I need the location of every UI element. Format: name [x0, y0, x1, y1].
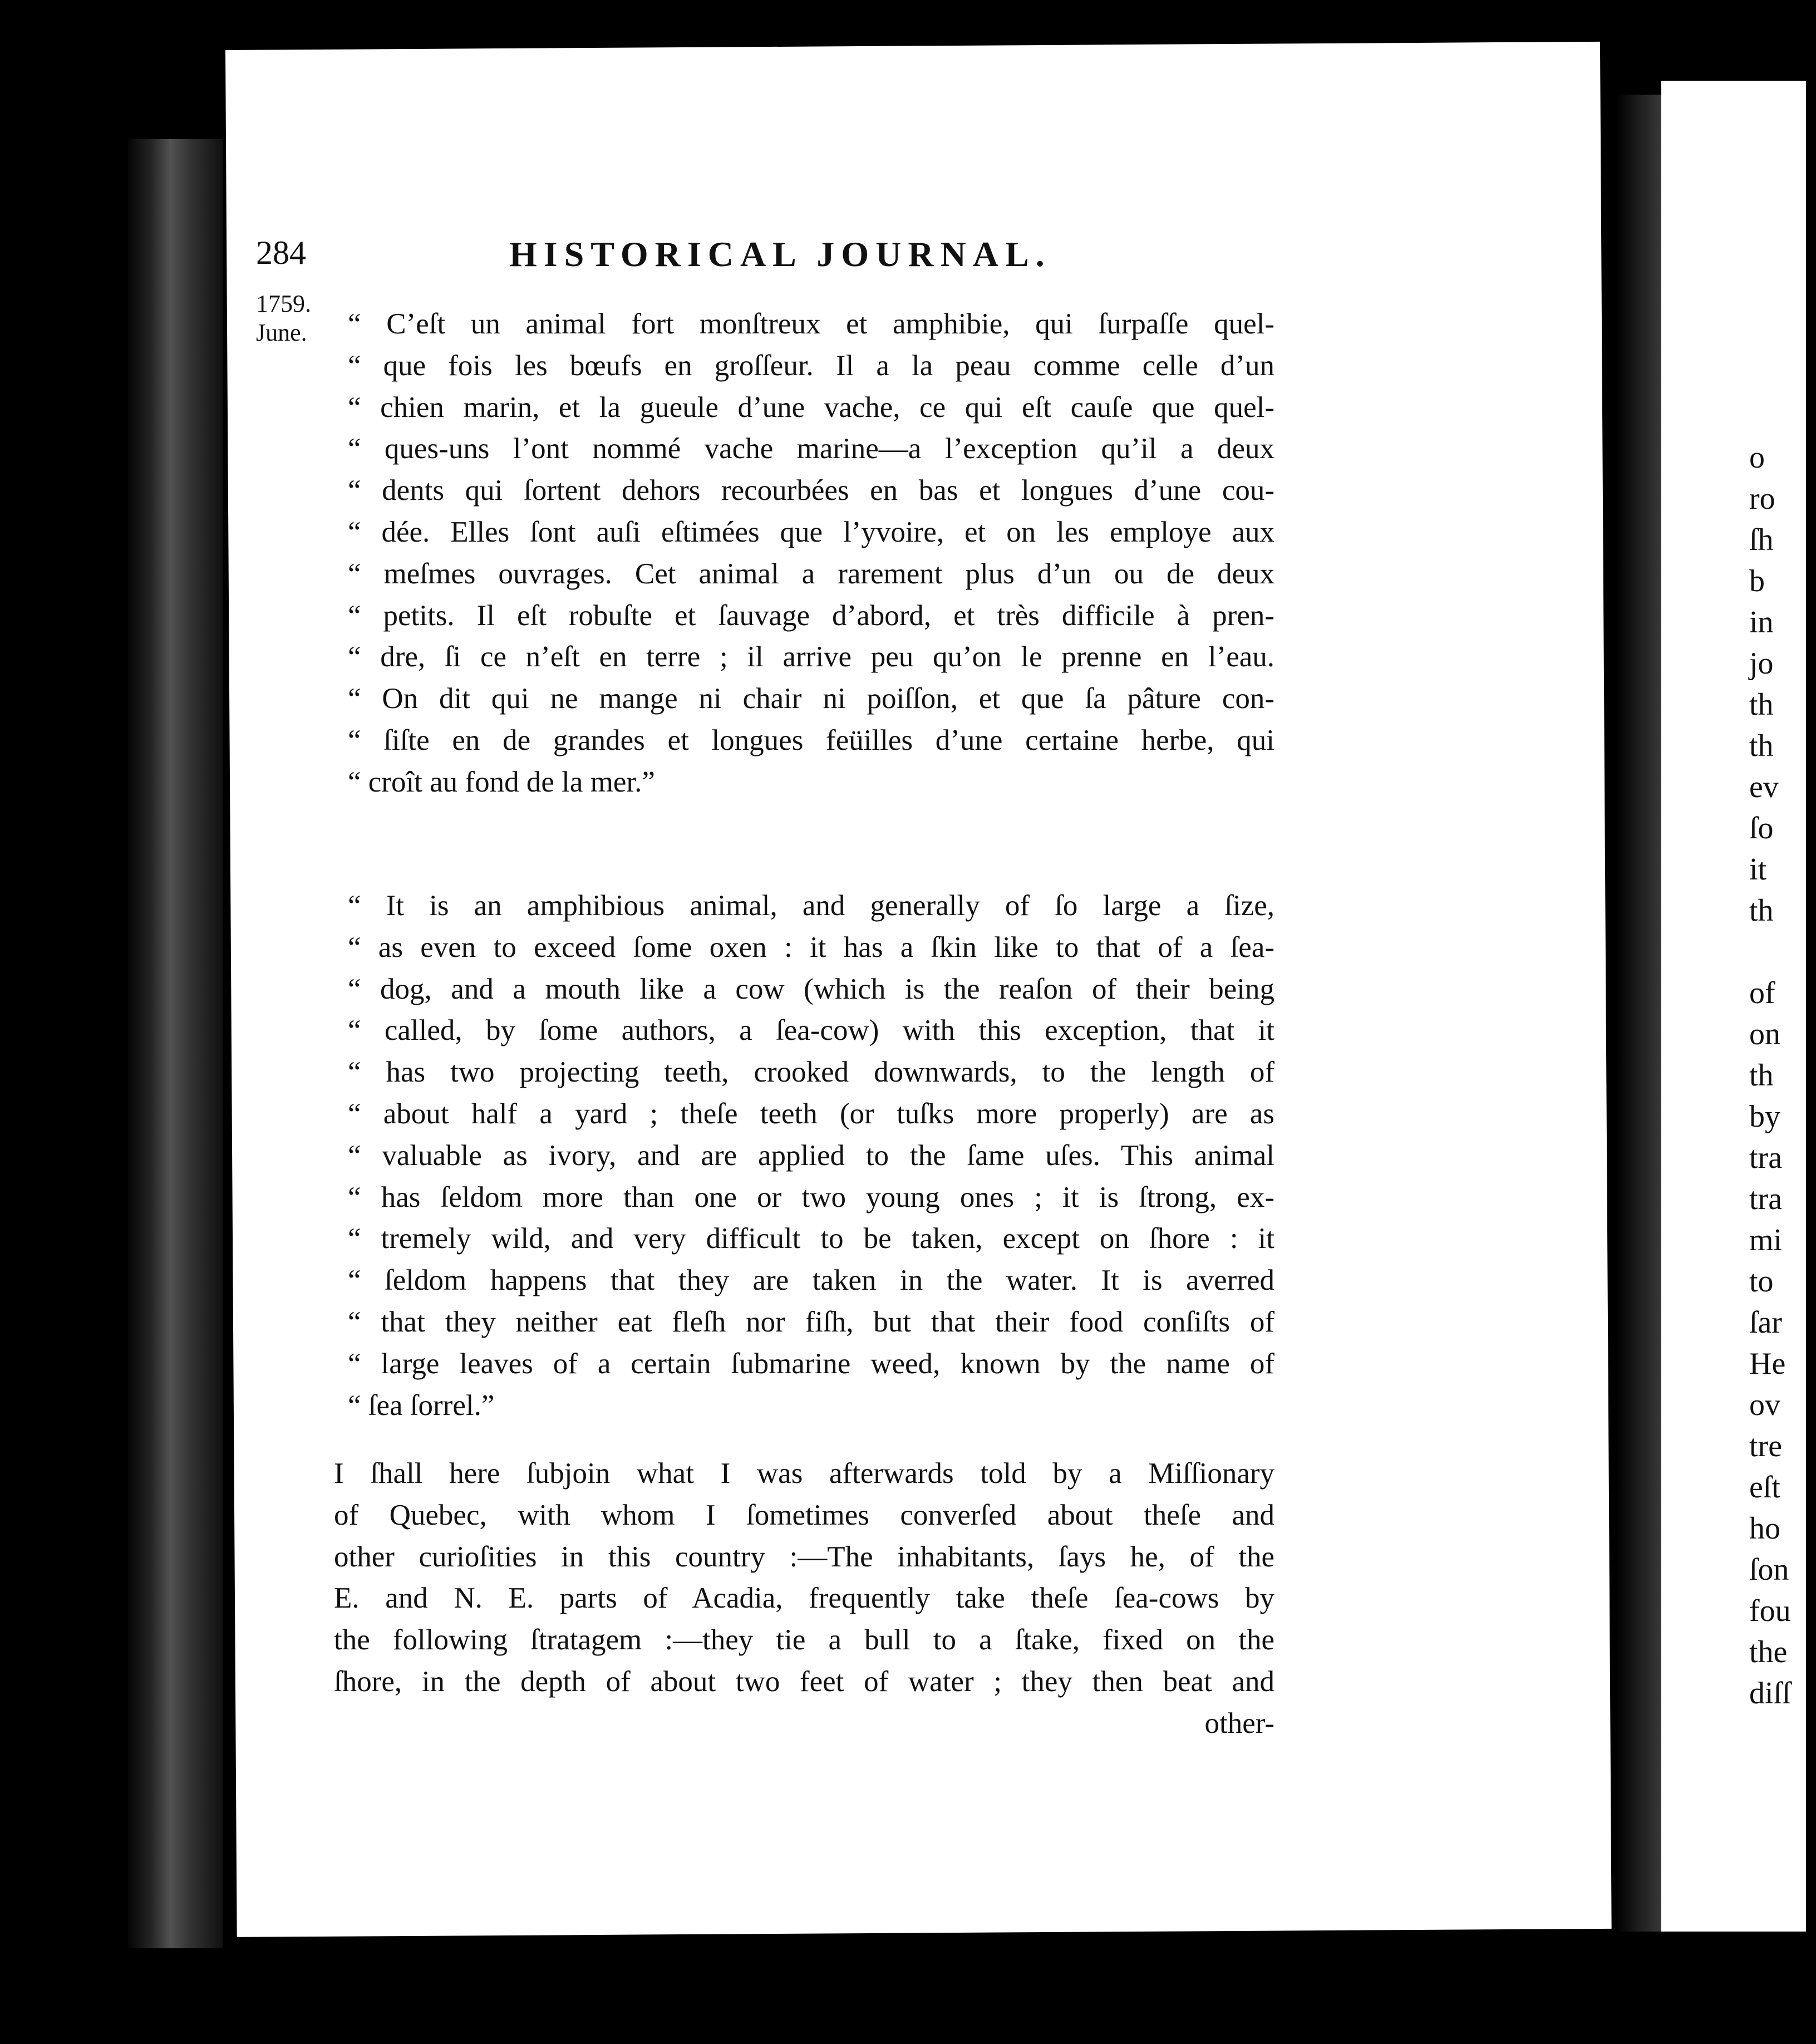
facing-page-fragment: by — [1749, 1099, 1780, 1134]
english-quote — [348, 885, 1274, 1426]
text-line: “ chien marin, et la gueule d’une vache, ce qui eſt cauſe que quel- — [348, 391, 1274, 424]
text-line: I ſhall here ſubjoin what I was afterwards told by a Miſſionary — [334, 1457, 1274, 1490]
facing-page — [1661, 81, 1806, 1932]
facing-page-fragment: the — [1749, 1635, 1788, 1669]
facing-page-fragment: b — [1749, 564, 1765, 598]
text-line: “ dents qui ſortent dehors recourbées en bas et longues d’une cou- — [348, 474, 1274, 507]
text-line: “ ſeldom happens that they are taken in the water. It is averred — [348, 1264, 1274, 1297]
facing-page-fragment: ſar — [1749, 1305, 1783, 1340]
facing-page-fragment: fou — [1749, 1594, 1791, 1628]
facing-page-text — [1749, 437, 1816, 1714]
facing-page-fragment: mi — [1749, 1223, 1783, 1257]
text-line: “ large leaves of a certain ſubmarine weed, known by the name of — [348, 1347, 1274, 1380]
facing-page-fragment: of — [1749, 976, 1775, 1010]
facing-page-fragment: ro — [1749, 481, 1775, 516]
facing-page-fragment: ſh — [1749, 523, 1774, 557]
text-line: “ as even to exceed ſome oxen : it has a ſkin like to that of a ſea- — [348, 931, 1274, 964]
facing-page-fragment: tre — [1749, 1429, 1783, 1463]
facing-page-fragment: ev — [1749, 770, 1779, 804]
facing-page-fragment: ſo — [1749, 811, 1774, 846]
facing-page-fragment: He — [1749, 1347, 1786, 1381]
margin-note — [256, 289, 311, 347]
facing-page-fragment: ſon — [1749, 1552, 1789, 1587]
text-line: “ dre, ſi ce n’eſt en terre ; il arrive peu qu’on le prenne en l’eau. — [348, 641, 1274, 674]
facing-page-fragment — [1749, 931, 1816, 972]
facing-page-fragment: th — [1749, 893, 1774, 928]
facing-page-fragment: o — [1749, 440, 1765, 475]
facing-page-fragment: th — [1749, 1058, 1774, 1093]
text-line: “ ſea ſorrel.” — [348, 1389, 495, 1422]
text-line: of Quebec, with whom I ſometimes converſed about theſe and — [334, 1498, 1274, 1531]
text-line: “ que fois les bœufs en groſſeur. Il a la peau comme celle d’un — [348, 349, 1274, 382]
text-line: “ called, by ſome authors, a ſea-cow) with this exception, that it — [348, 1014, 1274, 1047]
text-line: other- — [1204, 1707, 1274, 1740]
text-line: “ ſiſte en de grandes et longues feüilles d’une certaine herbe, qui — [348, 724, 1274, 756]
facing-page-fragment: th — [1749, 729, 1774, 763]
text-line: “ tremely wild, and very difficult to be taken, except on ſhore : it — [348, 1222, 1274, 1255]
text-line: “ valuable as ivory, and are applied to the ſame uſes. This animal — [348, 1139, 1274, 1172]
text-line: “ dée. Elles ſont auſi eſtimées que l’yvoire, et on les employe aux — [348, 515, 1274, 548]
text-line: E. and N. E. parts of Acadia, frequently take theſe ſea-cows by — [334, 1582, 1274, 1615]
text-line: “ has two projecting teeth, crooked downwards, to the length of — [348, 1056, 1274, 1089]
facing-page-fragment: it — [1749, 852, 1767, 887]
text-line: “ C’eſt un animal fort monſtreux et amphibie, qui ſurpaſſe quel- — [348, 308, 1274, 340]
text-line: “ that they neither eat fleſh nor fiſh, but that their food conſiſts of — [348, 1305, 1274, 1338]
facing-page-fragment: tra — [1749, 1182, 1783, 1216]
text-line: other curioſities in this country :—The inhabitants, ſays he, of the — [334, 1540, 1274, 1573]
text-line: ſhore, in the depth of about two feet of water ; they then beat and — [334, 1665, 1274, 1698]
facing-page-fragment: ov — [1749, 1388, 1780, 1422]
narrative-paragraph — [334, 1453, 1274, 1745]
facing-page-fragment: th — [1749, 687, 1774, 722]
facing-page-fragment: eſt — [1749, 1470, 1780, 1505]
text-line: “ petits. Il eſt robuſte et ſauvage d’abord, et très difficile à pren- — [348, 599, 1274, 632]
text-line: “ dog, and a mouth like a cow (which is the reaſon of their being — [348, 972, 1274, 1005]
text-line: “ On dit qui ne mange ni chair ni poiſſon, et que ſa pâture con- — [348, 682, 1274, 715]
book-spine — [128, 139, 223, 1948]
margin-note-month: June. — [256, 319, 307, 346]
french-quote — [348, 303, 1274, 803]
facing-page-fragment: tra — [1749, 1141, 1783, 1175]
facing-page-fragment: on — [1749, 1017, 1780, 1052]
facing-page-fragment: diſſ — [1749, 1676, 1791, 1711]
facing-page-fragment: ho — [1749, 1511, 1780, 1546]
margin-note-year: 1759. — [256, 290, 311, 317]
page-number: 284 — [256, 234, 306, 271]
facing-page-fragment: to — [1749, 1264, 1774, 1299]
facing-page-fragment: in — [1749, 605, 1774, 640]
text-line: “ It is an amphibious animal, and generally of ſo large a ſize, — [348, 890, 1274, 922]
facing-page-gutter — [1617, 95, 1664, 1932]
running-head: HISTORICAL JOURNAL. — [509, 234, 1051, 274]
text-line: the following ſtratagem :—they tie a bull to a ſtake, fixed on the — [334, 1624, 1274, 1657]
text-line: “ has ſeldom more than one or two young ones ; it is ſtrong, ex- — [348, 1181, 1274, 1213]
page-header — [256, 234, 1174, 284]
text-line: “ ques-uns l’ont nommé vache marine—a l’exception qu’il a deux — [348, 433, 1274, 465]
text-line: “ about half a yard ; theſe teeth (or tuſks more properly) are as — [348, 1097, 1274, 1130]
text-line: “ meſmes ouvrages. Cet animal a rarement plus d’un ou de deux — [348, 557, 1274, 590]
text-line: “ croît au fond de la mer.” — [348, 765, 655, 798]
facing-page-fragment: jo — [1749, 646, 1774, 681]
